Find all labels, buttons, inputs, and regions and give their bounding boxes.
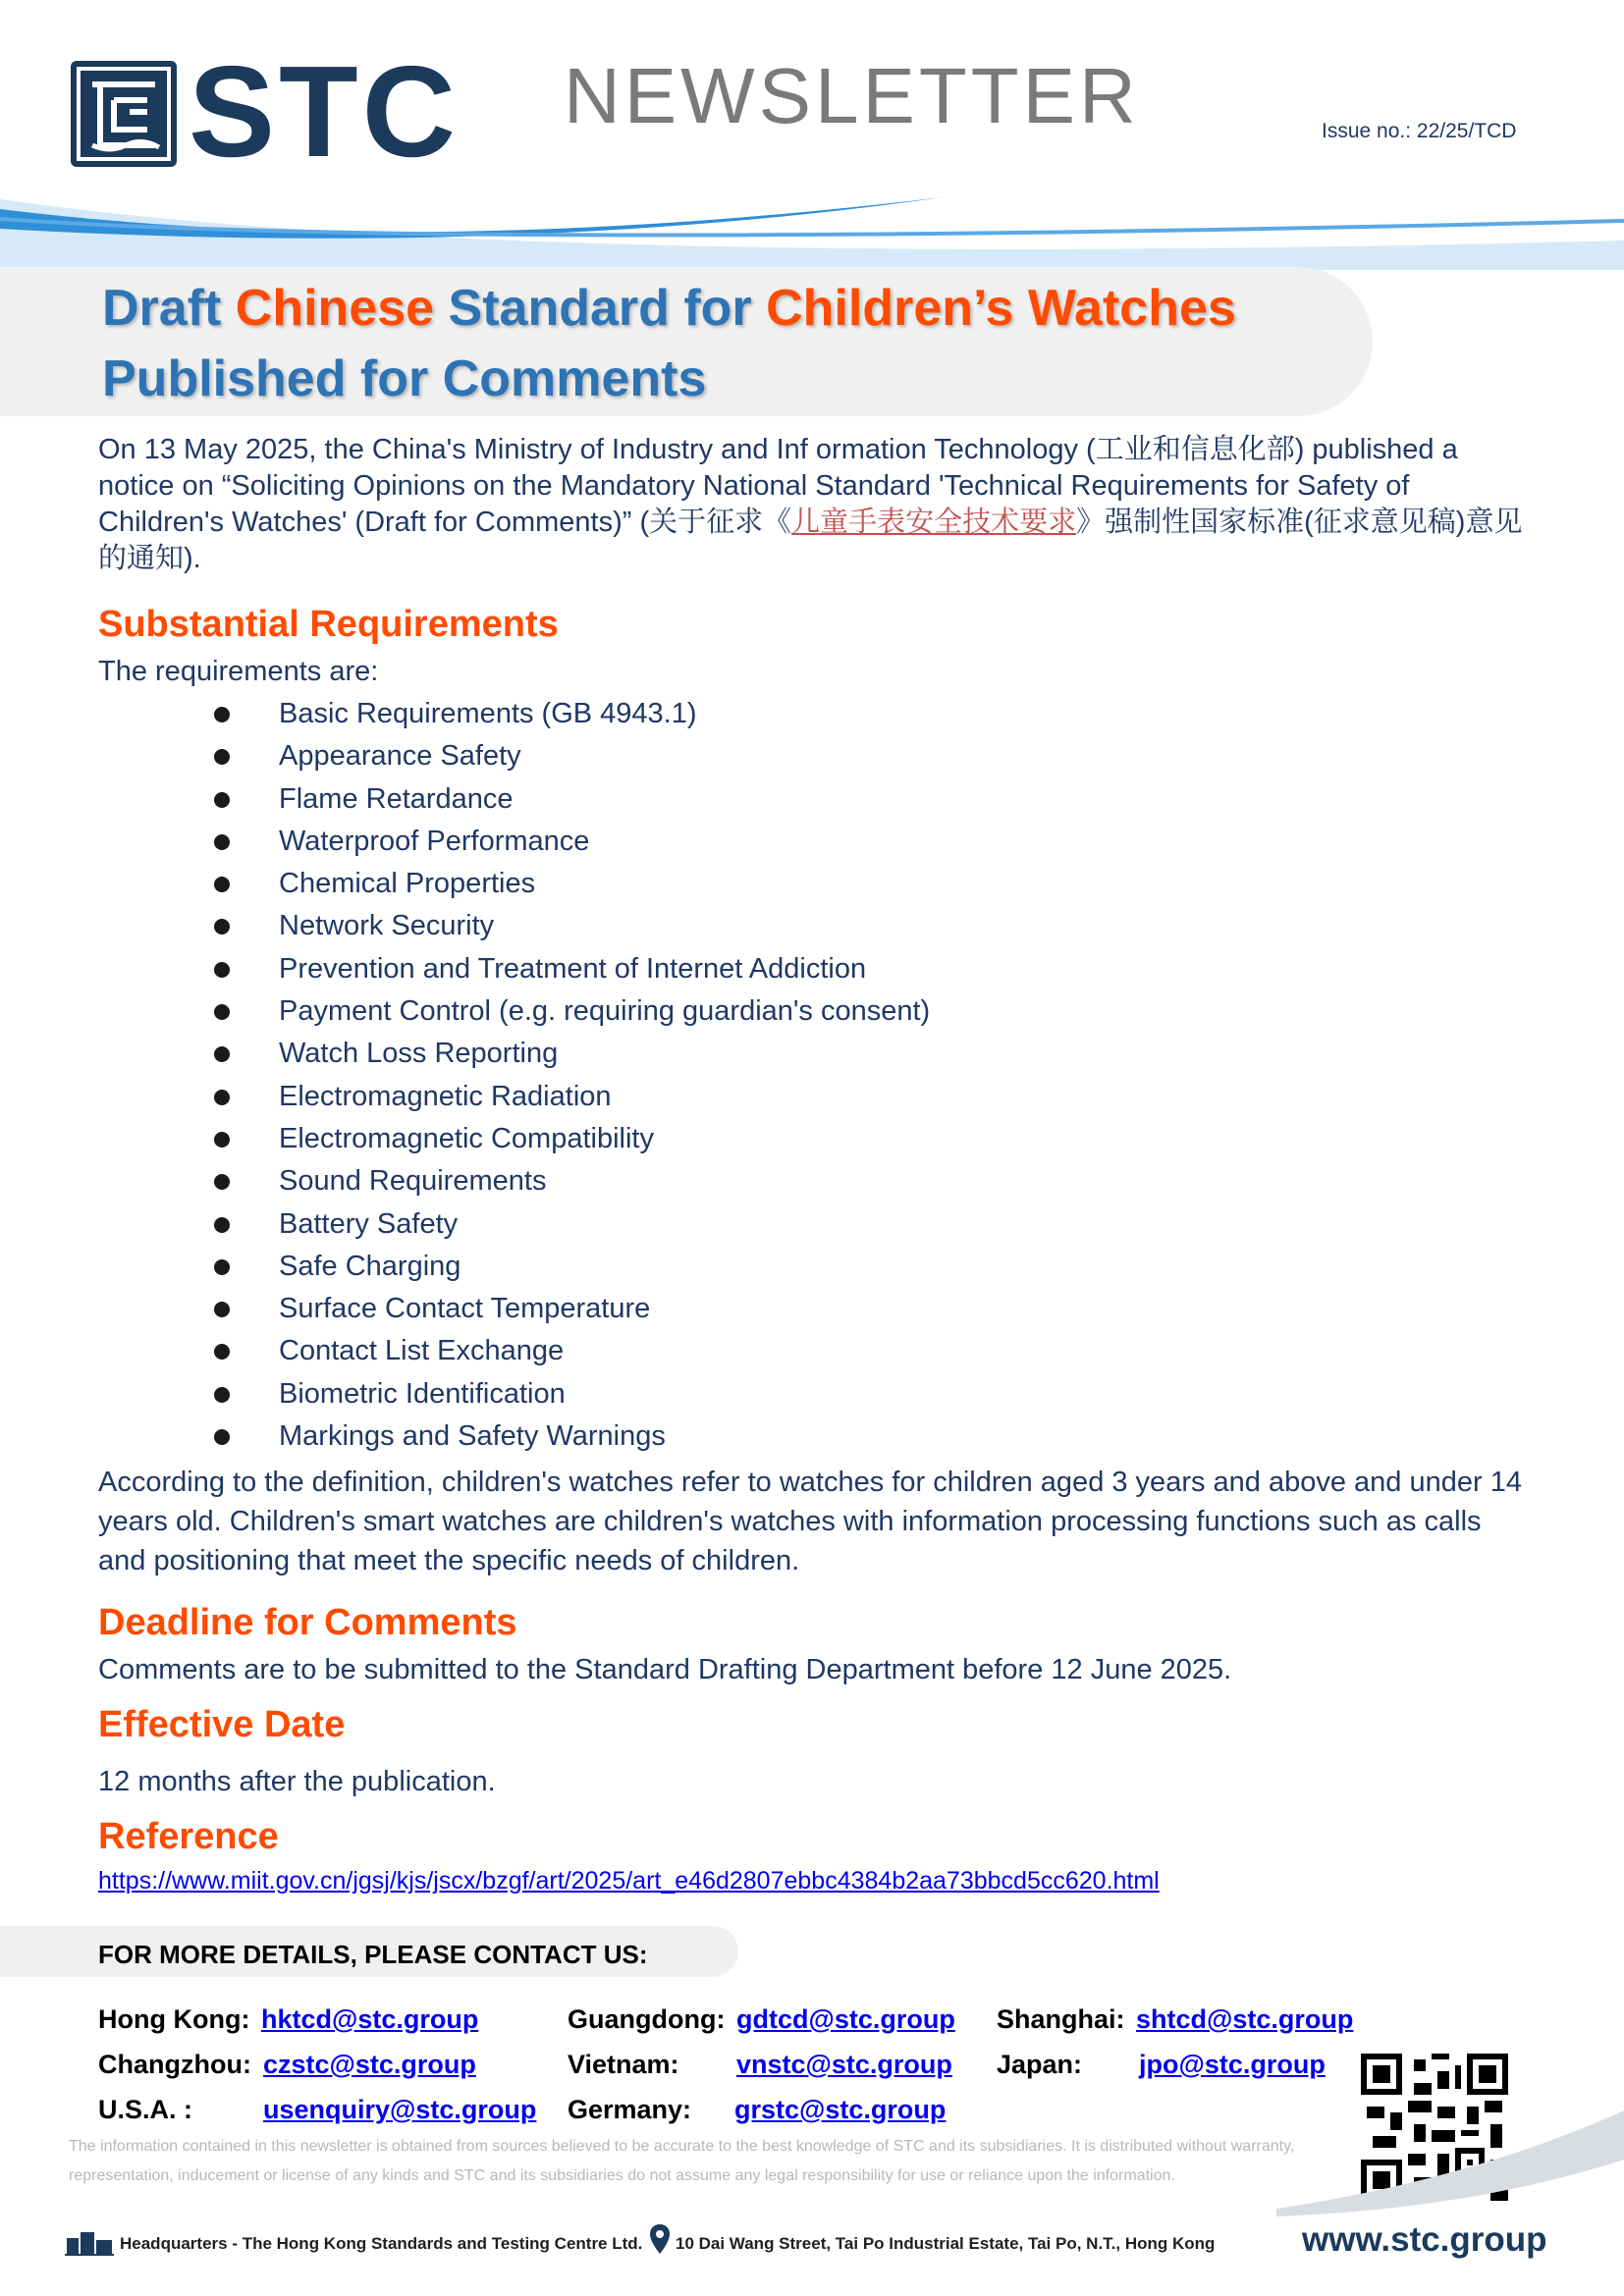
title-part: Published for Comments (102, 350, 707, 407)
email-link-usa[interactable]: usenquiry@stc.group (263, 2095, 537, 2124)
list-item: Safe Charging (214, 1246, 930, 1288)
list-item: Chemical Properties (214, 863, 930, 905)
contact-label-guangdong: Guangdong: (568, 2004, 726, 2034)
newsletter-label: NEWSLETTER (564, 52, 1140, 139)
list-item: Biometric Identification (214, 1373, 930, 1415)
address-text: 10 Dai Wang Street, Tai Po Industrial Estate, Tai Po, N.T., Hong Kong (676, 2234, 1216, 2253)
standard-name-link[interactable]: 儿童手表安全技术要求 (791, 507, 1077, 538)
deadline-heading: Deadline for Comments (98, 1602, 517, 1643)
list-item: Basic Requirements (GB 4943.1) (214, 693, 930, 735)
list-item: Battery Safety (214, 1203, 930, 1246)
contact-label-shanghai: Shanghai: (997, 2004, 1125, 2034)
issue-number: Issue no.: 22/25/TCD (1322, 120, 1517, 142)
contact-label-japan: Japan: (997, 2050, 1083, 2079)
email-link-changzhou[interactable]: czstc@stc.group (263, 2050, 476, 2079)
title-highlight: Children’s Watches (766, 280, 1236, 337)
reference-link[interactable]: https://www.miit.gov.cn/jgsj/kjs/jscx/bzgf/art/2025/art_e46d2807ebbc4384b2aa73bbcd5cc620.html (98, 1867, 1160, 1895)
list-item: Watch Loss Reporting (214, 1033, 930, 1075)
email-link-hong-kong[interactable]: hktcd@stc.group (261, 2004, 479, 2034)
effective-heading: Effective Date (98, 1704, 346, 1745)
definition-paragraph: According to the definition, children's watches refer to watches for children aged 3 years and above and under 14 years old. Children's smart watches are children's watches with information processing functions such as calls and positioning that meet the specific needs of children. (98, 1467, 1522, 1576)
contact-label-usa: U.S.A. : (98, 2095, 193, 2124)
intro-text: 》强制性国家标准(征求意见稿)意见的通知). (98, 507, 1523, 574)
location-pin-icon (650, 2224, 670, 2254)
reference-heading: Reference (98, 1816, 279, 1857)
email-link-guangdong[interactable]: gdtcd@stc.group (736, 2004, 955, 2034)
requirements-lead: The requirements are: (98, 656, 379, 687)
deadline-text: Comments are to be submitted to the Standard Drafting Department before 12 June 2025. (98, 1654, 1232, 1685)
headquarters-text: Headquarters - The Hong Kong Standards and Testing Centre Ltd. (120, 2234, 643, 2253)
requirements-list (214, 693, 930, 1458)
list-item: Markings and Safety Warnings (214, 1415, 930, 1458)
header-swoosh (0, 182, 1624, 270)
list-item: Electromagnetic Radiation (214, 1076, 930, 1118)
intro-text: On 13 May 2025, the China's Ministry of Industry and Inf ormation Technology (工业和信息化部) published a notice on “Soliciting Opinions on the Mandatory National Standard 'Technical Requirements for Safety of Children's Watches' (Draft for Comments)” (关于征求《 (98, 434, 1458, 538)
title-highlight: Chinese (235, 280, 435, 337)
list-item: Sound Requirements (214, 1160, 930, 1202)
building-icon (65, 2228, 114, 2256)
effective-text: 12 months after the publication. (98, 1766, 496, 1797)
footer-swoosh (1276, 2101, 1624, 2218)
list-item: Electromagnetic Compatibility (214, 1118, 930, 1160)
contact-label-changzhou: Changzhou: (98, 2050, 251, 2079)
list-item: Contact List Exchange (214, 1330, 930, 1372)
list-item: Flame Retardance (214, 778, 930, 821)
title-part: Draft (102, 280, 236, 337)
list-item: Appearance Safety (214, 735, 930, 777)
contact-label-hong-kong: Hong Kong: (98, 2004, 250, 2034)
list-item: Surface Contact Temperature (214, 1288, 930, 1330)
stc-seal-icon (71, 61, 177, 167)
contact-label-vietnam: Vietnam: (568, 2050, 679, 2079)
email-link-vietnam[interactable]: vnstc@stc.group (736, 2050, 952, 2079)
email-link-japan[interactable]: jpo@stc.group (1139, 2050, 1326, 2079)
disclaimer: The information contained in this newsletter is obtained from sources believed to be accurate to the best knowledge of STC and its subsidiaries. It is distributed without warranty, representation, inducement or license of any kinds and STC and its subsidiaries do not assume any legal responsibility for use or reliance upon the information. (69, 2138, 1295, 2184)
title-part: Standard for (434, 280, 767, 337)
stc-logo-mark (71, 61, 177, 167)
list-item: Payment Control (e.g. requiring guardian's consent) (214, 990, 930, 1033)
list-item: Prevention and Treatment of Internet Addiction (214, 948, 930, 990)
logo-text: STC (189, 39, 460, 184)
intro-paragraph (98, 432, 1532, 577)
contact-title: FOR MORE DETAILS, PLEASE CONTACT US: (98, 1940, 648, 1969)
list-item: Waterproof Performance (214, 821, 930, 863)
contact-label-germany: Germany: (568, 2095, 692, 2124)
email-link-shanghai[interactable]: shtcd@stc.group (1136, 2004, 1354, 2034)
website-link[interactable]: www.stc.group (1302, 2220, 1547, 2259)
requirements-heading: Substantial Requirements (98, 604, 559, 645)
list-item: Network Security (214, 905, 930, 947)
email-link-germany[interactable]: grstc@stc.group (734, 2095, 947, 2124)
newsletter-title (102, 273, 1359, 414)
